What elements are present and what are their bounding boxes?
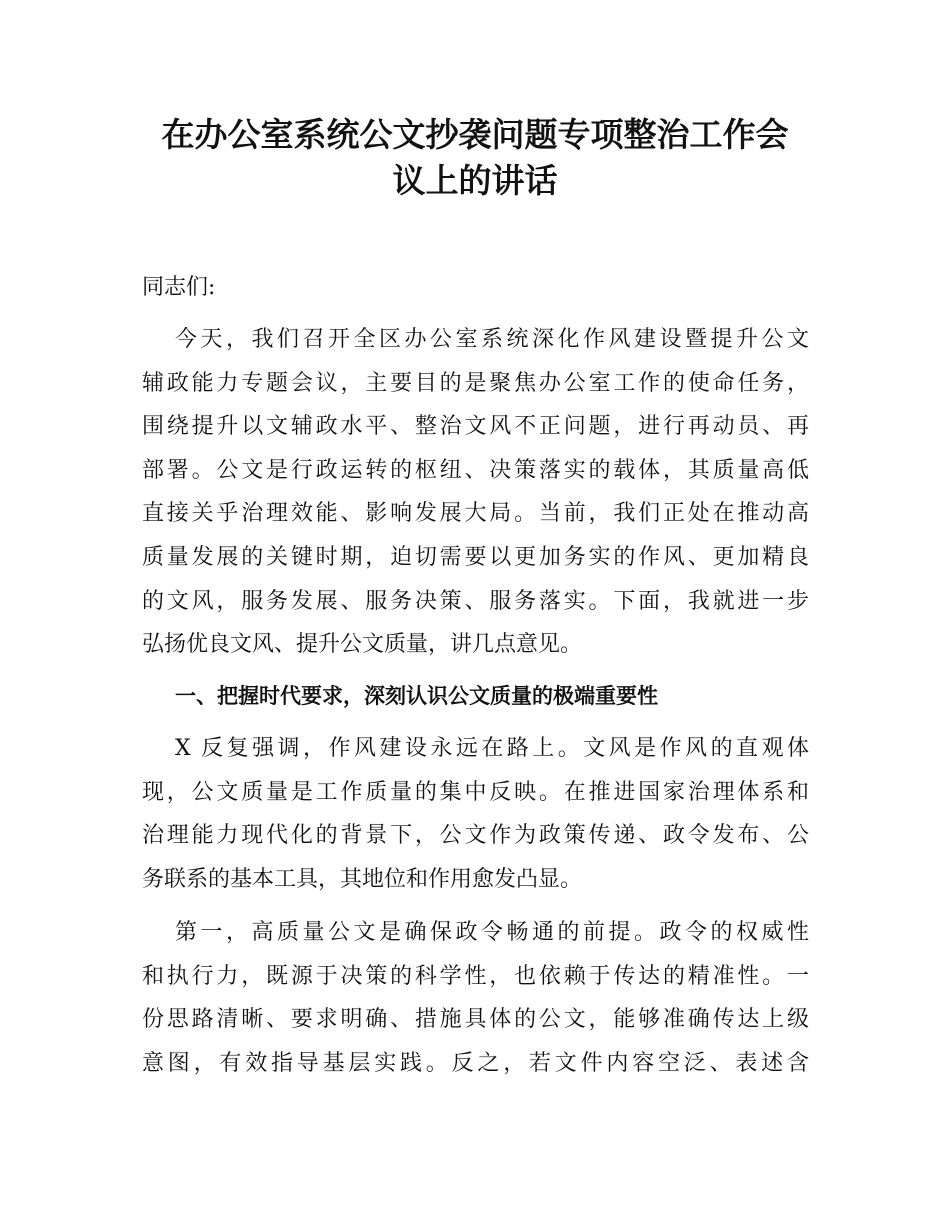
text-line: 质量发展的关键时期，迫切需要以更加务实的作风、更加精良 <box>142 544 809 570</box>
paragraph-2 <box>142 727 809 901</box>
text-line: 直接关乎治理效能、影响发展大局。当前，我们正处在推动高 <box>142 501 809 527</box>
text-line: 今天，我们召开全区办公室系统深化作风建设暨提升公文 <box>175 327 809 352</box>
paragraph-intro <box>142 318 809 667</box>
text-line: 现，公文质量是工作质量的集中反映。在推进国家治理体系和 <box>142 779 809 805</box>
salutation <box>142 266 809 310</box>
salutation-text: 同志们: <box>142 275 216 300</box>
text-line: 辅政能力专题会议，主要目的是聚焦办公室工作的使命任务， <box>142 370 809 396</box>
text-line: 围绕提升以文辅政水平、整治文风不正问题，进行再动员、再 <box>142 414 809 440</box>
paragraph-3 <box>142 911 809 1085</box>
text-line: 第一，高质量公文是确保政令畅通的前提。政令的权威性 <box>175 920 809 945</box>
text-line: 治理能力现代化的背景下，公文作为政策传递、政令发布、公 <box>142 823 809 849</box>
title-line-1: 在办公室系统公文抄袭问题专项整治工作会 <box>161 115 789 154</box>
text-line: 务联系的基本工具，其地位和作用愈发凸显。 <box>142 866 583 892</box>
text-line: 意图，有效指导基层实践。反之，若文件内容空泛、表述含 <box>142 1050 809 1076</box>
title-line-2: 议上的讲话 <box>392 161 558 200</box>
text-line: 弘扬优良文风、提升公文质量，讲几点意见。 <box>142 632 583 658</box>
text-line: 部署。公文是行政运转的枢纽、决策落实的载体，其质量高低 <box>142 457 809 483</box>
text-line: 份思路清晰、要求明确、措施具体的公文，能够准确传达上级 <box>142 1007 809 1033</box>
text-line: 和执行力，既源于决策的科学性，也依赖于传达的精准性。一 <box>142 963 809 989</box>
heading-text: 一、把握时代要求，深刻认识公文质量的极端重要性 <box>175 684 658 708</box>
text-line: X 反复强调，作风建设永远在路上。文风是作风的直观体 <box>175 736 809 761</box>
text-line: 的文风，服务发展、服务决策、服务落实。下面，我就进一步 <box>142 588 809 614</box>
section-heading-1 <box>142 675 842 719</box>
document-title <box>140 112 810 204</box>
